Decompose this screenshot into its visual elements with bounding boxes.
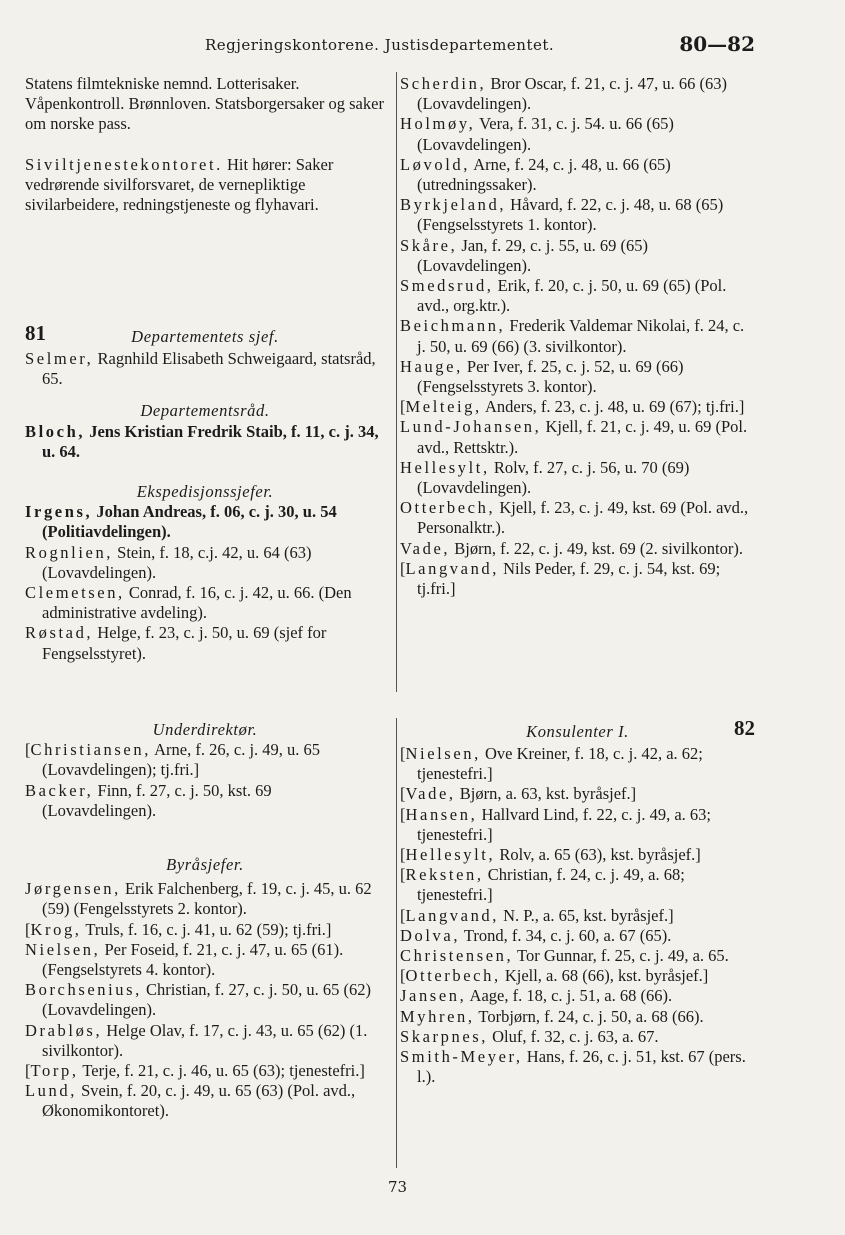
person-name: Jørgensen,: [25, 879, 121, 899]
person-details: Christian, f. 24, c. j. 49, a. 68; tjenestefri.]: [417, 865, 685, 905]
departementsrad-heading: Departementsråd.: [140, 401, 270, 421]
bracket: [: [400, 558, 406, 578]
person-name: Skåre,: [400, 235, 458, 255]
person-name: Christensen,: [400, 946, 514, 966]
person-details: Ove Kreiner, f. 18, c. j. 42, a. 62; tjenestefri.]: [417, 744, 703, 784]
list-item: [25, 583, 385, 623]
person-details: Vera, f. 31, c. j. 54. u. 66 (65) (Lovavdelingen).: [417, 114, 674, 154]
person-details: Per Iver, f. 25, c. j. 52, u. 69 (66) (Fengselsstyrets 3. kontor).: [417, 356, 684, 397]
person-details: Hallvard Lind, f. 22, c. j. 49, a. 63; tjenestefri.]: [417, 804, 712, 844]
list-item: [400, 458, 755, 498]
bracket: [: [400, 865, 406, 885]
person-details: Terje, f. 21, c. j. 46, u. 65 (63); tjenestefri.]: [78, 1061, 365, 1081]
list-item: [400, 559, 755, 599]
list-item: [25, 920, 385, 940]
list-item: [400, 1027, 755, 1047]
list-item: [400, 1007, 755, 1027]
list-item: [25, 623, 385, 663]
list-item: [400, 195, 755, 235]
person-details: Kjell, f. 21, c. j. 49, u. 69 (Pol. avd., Rettsktr.).: [417, 417, 748, 457]
list-item: [400, 744, 755, 784]
list-item: [400, 236, 755, 276]
right-column-lower: [400, 716, 755, 1087]
byrasjefer-heading: Byråsjefer.: [166, 855, 244, 875]
person-name: Backer,: [25, 780, 94, 800]
list-item: [400, 926, 755, 946]
bracket: [: [400, 845, 406, 865]
person-details: Erik Falchenberg, f. 19, c. j. 45, u. 62 (59) (Fengelsstyrets 2. kontor).: [42, 879, 372, 919]
bracket: [: [400, 744, 406, 763]
person-details: Christian, f. 27, c. j. 50, u. 65 (62) (Lovavdelingen).: [42, 980, 372, 1020]
list-item: [400, 155, 755, 195]
person-name: Myhren,: [400, 1006, 475, 1026]
person-name: Krog,: [30, 919, 82, 939]
person-name: Bloch,: [25, 421, 86, 441]
office-name: Siviltjenestekontoret.: [25, 154, 223, 174]
list-item: [25, 1061, 385, 1081]
list-item: [400, 357, 755, 397]
list-item: [400, 1047, 755, 1087]
bracket: [: [25, 740, 31, 760]
list-item: [400, 417, 755, 457]
section-range: 80—82: [679, 32, 755, 56]
bracket: [: [25, 919, 31, 939]
intro-paragraph: Statens filmtekniske nemnd. Lotterisaker. Våpenkontroll. Brønnloven. Statsborgersaker og saker om norske pass.: [25, 74, 384, 134]
office-paragraph: [25, 155, 385, 216]
person-name: Hellesylt,: [400, 457, 490, 477]
person-details: Jens Kristian Fredrik Staib, f. 11, c. j. 34, u. 64.: [42, 421, 379, 461]
office-description: Hit hører: Saker vedrørende sivilforsvaret, de vernepliktige sivilarbeidere, redningstjeneste og flyhavari.: [25, 154, 334, 215]
list-item: [25, 740, 385, 780]
person-name: Røstad,: [25, 623, 94, 643]
person-details: Conrad, f. 16, c. j. 42, u. 66. (Den administrative avdeling).: [42, 583, 352, 623]
ekspedisjonssjefer-heading: Ekspedisjonssjefer.: [136, 482, 274, 502]
minister-entry: [25, 349, 385, 389]
person-details: Oluf, f. 32, c. j. 63, a. 67.: [488, 1026, 659, 1046]
list-item: [400, 906, 755, 926]
list-item: [25, 1081, 385, 1121]
list-item: [400, 865, 755, 905]
list-item: [400, 276, 755, 316]
bracket: [: [400, 784, 406, 804]
person-name: Byrkjeland,: [400, 195, 507, 215]
person-details: Hans, f. 26, c. j. 51, kst. 67 (pers. l.).: [417, 1047, 746, 1087]
person-details: Kjell, f. 23, c. j. 49, kst. 69 (Pol. avd., Personalktr.).: [417, 498, 749, 538]
person-details: Erik, f. 20, c. j. 50, u. 69 (65) (Pol. avd., org.ktr.).: [417, 276, 727, 316]
section-number: 81: [25, 321, 46, 345]
person-name: Lund,: [25, 1081, 77, 1101]
person-details: Aage, f. 18, c. j. 51, a. 68 (66).: [466, 986, 673, 1006]
bracket: [: [25, 1061, 31, 1081]
person-name: Borchsenius,: [25, 980, 142, 1000]
person-name: Torp,: [30, 1061, 79, 1081]
person-name: Nielsen,: [405, 744, 481, 763]
person-name: Beichmann,: [400, 316, 506, 336]
person-name: Hauge,: [400, 356, 463, 376]
person-name: Vade,: [400, 538, 451, 558]
person-name: Selmer,: [25, 349, 94, 368]
list-item: [400, 114, 755, 154]
list-item: [400, 316, 755, 356]
bracket: [: [400, 966, 406, 986]
person-details: Svein, f. 20, c. j. 49, u. 65 (63) (Pol. avd., Økonomikontoret).: [42, 1081, 356, 1121]
bracket: [: [400, 804, 406, 824]
person-name: Lund-Johansen,: [400, 417, 542, 437]
person-details: Frederik Valdemar Nikolai, f. 24, c. j. 50, u. 69 (66) (3. sivilkontor).: [417, 316, 745, 356]
person-name: Smedsrud,: [400, 276, 494, 296]
person-details: Anders, f. 23, c. j. 48, u. 69 (67); tj.fri.]: [481, 397, 745, 417]
list-item: [25, 940, 385, 980]
person-name: Hellesylt,: [405, 845, 496, 865]
person-details: Truls, f. 16, c. j. 41, u. 62 (59); tj.fri.]: [81, 919, 332, 939]
person-details: Arne, f. 24, c. j. 48, u. 66 (65) (utredningssaker).: [417, 154, 671, 195]
person-name: Jansen,: [400, 986, 467, 1006]
person-details: Rolv, f. 27, c. j. 56, u. 70 (69) (Lovavdelingen).: [417, 457, 690, 498]
bracket: [: [400, 397, 406, 417]
underdirektor-heading: Underdirektør.: [152, 720, 258, 739]
running-title: Regjeringskontorene. Justisdepartementet.: [205, 36, 555, 54]
person-name: Dolva,: [400, 925, 461, 945]
page-number: 73: [388, 1178, 408, 1196]
person-details: Bjørn, f. 22, c. j. 49, kst. 69 (2. sivilkontor).: [450, 538, 743, 558]
person-name: Langvand,: [405, 905, 500, 925]
list-item: [25, 543, 385, 583]
column-divider: [396, 362, 397, 692]
person-details: Per Foseid, f. 21, c. j. 47, u. 65 (61). (Fengselstyrets 4. kontor).: [42, 939, 344, 980]
person-name: Otterbech,: [405, 966, 501, 986]
column-divider: [396, 718, 397, 1168]
list-item: [400, 986, 755, 1006]
person-details: Helge Olav, f. 17, c. j. 43, u. 65 (62) (1. sivilkontor).: [42, 1020, 368, 1060]
person-details: Torbjørn, f. 24, c. j. 50, a. 68 (66).: [474, 1006, 704, 1026]
person-details: Ragnhild Elisabeth Schweigaard, statsråd, 65.: [42, 349, 376, 389]
column-divider: [396, 72, 397, 362]
right-column-list: [400, 74, 755, 599]
list-item: [25, 781, 385, 821]
section-heading: Departementets sjef.: [131, 327, 279, 346]
section-81: [25, 321, 385, 664]
person-details: Johan Andreas, f. 06, c. j. 30, u. 54 (Politiavdelingen).: [42, 502, 337, 542]
list-item: [25, 879, 385, 919]
person-name: Skarpnes,: [400, 1026, 489, 1046]
person-name: Langvand,: [405, 558, 500, 578]
person-name: Holmøy,: [400, 114, 476, 134]
person-name: Rognlien,: [25, 542, 114, 562]
list-item: [400, 397, 755, 417]
bracket: [: [400, 905, 406, 925]
person-name: Hansen,: [405, 804, 478, 824]
person-details: Jan, f. 29, c. j. 55, u. 69 (65) (Lovavdelingen).: [417, 235, 648, 275]
list-item: [400, 74, 755, 114]
person-name: Melteig,: [405, 397, 482, 417]
person-details: Stein, f. 18, c.j. 42, u. 64 (63) (Lovavdelingen).: [42, 542, 312, 582]
person-name: Christiansen,: [30, 740, 151, 760]
person-name: Clemetsen,: [25, 583, 125, 603]
page-header: [0, 32, 845, 62]
person-name: Drabløs,: [25, 1020, 103, 1040]
person-details: Bjørn, a. 63, kst. byråsjef.]: [455, 784, 637, 804]
list-item: [400, 845, 755, 865]
person-name: Scherdin,: [400, 74, 487, 93]
person-name: Irgens,: [25, 502, 93, 522]
section-number: 82: [734, 716, 755, 740]
konsulenter-heading: Konsulenter I.: [526, 722, 629, 741]
person-details: Arne, f. 26, c. j. 49, u. 65 (Lovavdelingen); tj.fri.]: [42, 740, 321, 780]
person-name: Nielsen,: [25, 939, 101, 959]
left-column-lower: [25, 720, 385, 1122]
list-item: [400, 805, 755, 845]
list-item: [25, 1021, 385, 1061]
list-item: [25, 980, 385, 1020]
person-details: Bror Oscar, f. 21, c. j. 47, u. 66 (63) (Lovavdelingen).: [417, 74, 728, 114]
list-item: [400, 946, 755, 966]
list-item: [25, 502, 385, 542]
person-details: N. P., a. 65, kst. byråsjef.]: [499, 905, 674, 925]
person-name: Løvold,: [400, 154, 470, 174]
person-name: Otterbech,: [400, 498, 496, 518]
list-item: [400, 498, 755, 538]
person-name: Reksten,: [405, 865, 484, 885]
list-item: [400, 539, 755, 559]
left-column-intro: [25, 74, 385, 215]
list-item: [400, 784, 755, 804]
person-details: Trond, f. 34, c. j. 60, a. 67 (65).: [460, 925, 672, 945]
departementsrad-entry: [25, 422, 385, 462]
person-details: Helge, f. 23, c. j. 50, u. 69 (sjef for Fengselsstyret).: [42, 623, 327, 663]
person-details: Nils Peder, f. 29, c. j. 54, kst. 69; tj.fri.]: [417, 558, 721, 599]
person-name: Vade,: [405, 784, 456, 804]
person-details: Finn, f. 27, c. j. 50, kst. 69 (Lovavdelingen).: [42, 780, 272, 820]
person-details: Kjell, a. 68 (66), kst. byråsjef.]: [500, 966, 709, 986]
person-details: Håvard, f. 22, c. j. 48, u. 68 (65) (Fengselsstyrets 1. kontor).: [417, 195, 724, 235]
person-name: Smith-Meyer,: [400, 1047, 523, 1067]
list-item: [400, 966, 755, 986]
person-details: Rolv, a. 65 (63), kst. byråsjef.]: [495, 845, 701, 865]
person-details: Tor Gunnar, f. 25, c. j. 49, a. 65.: [513, 946, 729, 966]
